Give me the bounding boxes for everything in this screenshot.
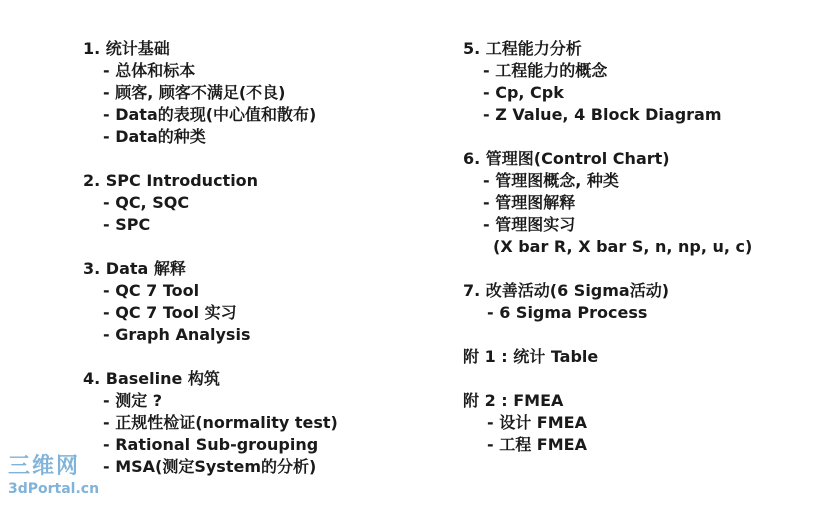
left-column	[83, 38, 338, 500]
section-data-interpretation	[83, 258, 338, 346]
list-item: - Graph Analysis	[103, 325, 251, 344]
section-process-capability	[463, 38, 752, 126]
list-item: - Data的表现(中心值和散布)	[103, 105, 317, 124]
watermark-english: 3dPortal.cn	[8, 481, 100, 497]
list-item: - 工程能力的概念	[483, 61, 608, 80]
list-item: - 管理图概念, 种类	[483, 171, 619, 190]
section-title: 6. 管理图(Control Chart)	[463, 149, 670, 168]
list-item: - Cp, Cpk	[483, 83, 564, 102]
section-title: 5. 工程能力分析	[463, 39, 582, 58]
section-title: 7. 改善活动(6 Sigma活动)	[463, 281, 670, 300]
watermark-chinese: 三维网	[8, 454, 81, 479]
site-watermark	[8, 456, 99, 496]
list-item: - MSA(测定System的分析)	[103, 457, 317, 476]
list-item: - 设计 FMEA	[487, 413, 587, 432]
chart-types-note: (X bar R, X bar S, n, np, u, c)	[493, 237, 753, 256]
list-item: - Rational Sub-grouping	[103, 435, 319, 454]
section-title: 附 1 : 统计 Table	[463, 347, 599, 366]
section-control-chart	[463, 148, 752, 258]
right-column	[463, 38, 752, 478]
list-item: - 工程 FMEA	[487, 435, 587, 454]
section-title: 2. SPC Introduction	[83, 171, 259, 190]
list-item: - Data的种类	[103, 127, 206, 146]
list-item: - QC 7 Tool 实习	[103, 303, 237, 322]
list-item: - 正规性检证(normality test)	[103, 413, 338, 432]
list-item: - 总体和标本	[103, 61, 196, 80]
section-title: 3. Data 解释	[83, 259, 186, 278]
list-item: - QC, SQC	[103, 193, 190, 212]
section-appendix-1	[463, 346, 752, 368]
section-baseline	[83, 368, 338, 478]
section-title: 附 2 : FMEA	[463, 391, 564, 410]
list-item: - QC 7 Tool	[103, 281, 200, 300]
section-title: 4. Baseline 构筑	[83, 369, 220, 388]
list-item: - 管理图解释	[483, 193, 576, 212]
list-item: - Z Value, 4 Block Diagram	[483, 105, 722, 124]
section-improvement	[463, 280, 752, 324]
list-item: - 6 Sigma Process	[487, 303, 648, 322]
list-item: - 测定 ?	[103, 391, 163, 410]
section-statistics-basics	[83, 38, 338, 148]
section-appendix-2	[463, 390, 752, 456]
list-item: - 管理图实习	[483, 215, 576, 234]
list-item: - SPC	[103, 215, 151, 234]
section-spc-introduction	[83, 170, 338, 236]
section-title: 1. 统计基础	[83, 39, 170, 58]
list-item: - 顾客, 顾客不满足(不良)	[103, 83, 286, 102]
